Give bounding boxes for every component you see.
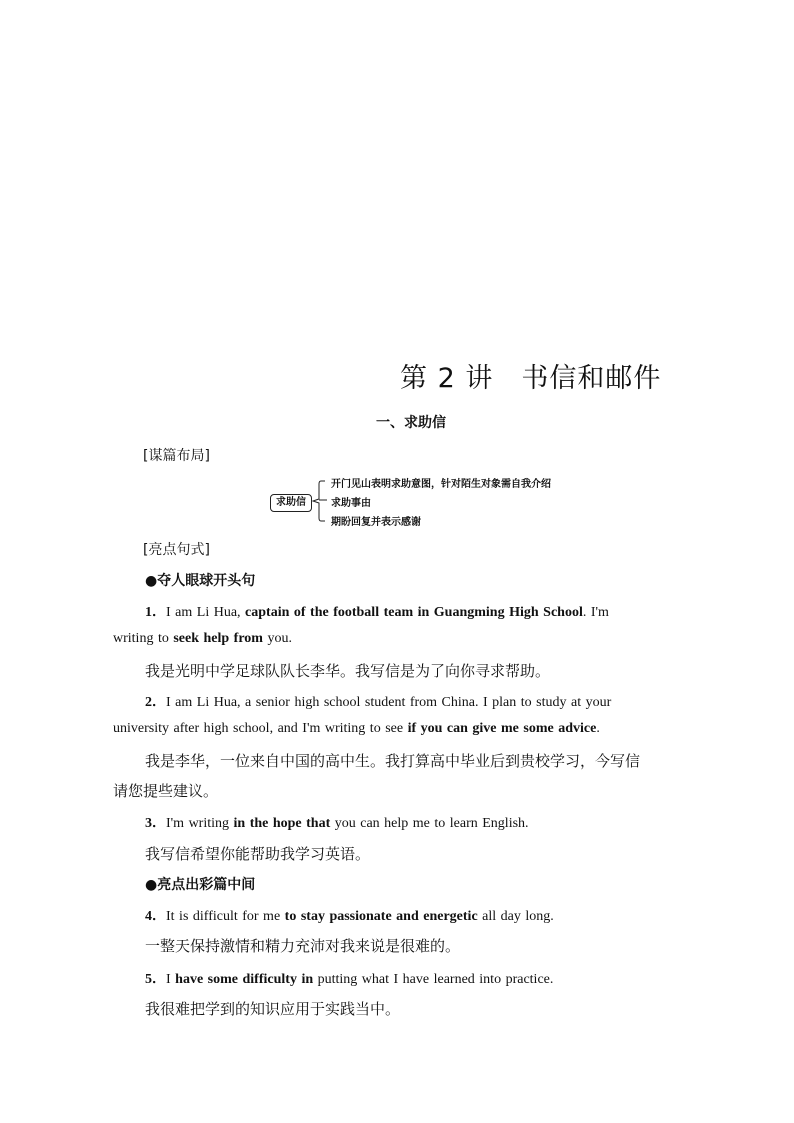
translation-3: 我写信希望你能帮助我学习英语。 (145, 845, 371, 863)
key-phrase: have some difficulty in (175, 972, 314, 987)
translation-2: 我是李华，一位来自中国的高中生。我打算高中毕业后到贵校学习，今写信 (145, 752, 641, 770)
translation-5: 我很难把学到的知识应用于实践当中。 (145, 1000, 401, 1018)
outline-item: 期盼回复并表示感谢 (331, 517, 421, 528)
key-phrase: seek help from (173, 631, 263, 646)
sentence-number: 3． (145, 816, 166, 831)
sentence-text: It is difficult for me (166, 909, 285, 924)
key-phrase: to stay passionate and energetic (284, 909, 478, 924)
middle-heading: ●亮点出彩篇中间 (145, 877, 256, 893)
sentence-text: I (166, 972, 176, 987)
key-phrase: if you can give me some advice (407, 721, 597, 736)
sentence-3 (145, 812, 529, 832)
outline-item: 开门见山表明求助意图，针对陌生对象需自我介绍 (331, 479, 551, 490)
sentence-number: 1． (145, 605, 166, 620)
key-phrase: in the hope that (233, 816, 331, 831)
outline-item: 求助事由 (331, 498, 371, 509)
sentence-text: I'm writing (166, 816, 234, 831)
sentence-text: I am Li Hua, a senior high school student from China. I plan to study at your (166, 695, 612, 710)
sentence-5 (145, 968, 553, 988)
sentence-text: I am Li Hua, (166, 605, 246, 620)
sentence-text: . I'm (582, 605, 609, 620)
opening-heading: ●夺人眼球开头句 (145, 573, 256, 589)
sentence-2-cont (113, 721, 600, 737)
sentence-text: all day long. (477, 909, 554, 924)
highlights-label: [亮点句式] (143, 542, 210, 558)
sentence-1 (145, 601, 609, 621)
sentence-text: writing to (113, 631, 174, 646)
sentence-text: . (596, 721, 600, 736)
sentence-text: putting what I have learned into practice. (313, 972, 554, 987)
section-title: 一、求助信 (376, 415, 446, 431)
translation-1: 我是光明中学足球队队长李华。我写信是为了向你寻求帮助。 (145, 662, 551, 680)
sentence-text: you. (262, 631, 292, 646)
sentence-1-cont (113, 631, 292, 647)
sentence-number: 5． (145, 972, 166, 987)
translation-2-cont: 请您提些建议。 (113, 782, 219, 800)
sentence-text: you can help me to learn English. (330, 816, 529, 831)
sentence-number: 4． (145, 909, 166, 924)
translation-4: 一整天保持激情和精力充沛对我来说是很难的。 (145, 937, 461, 955)
outline-root: 求助信 (270, 494, 312, 512)
sentence-2 (145, 691, 611, 711)
sentence-4 (145, 905, 554, 925)
sentence-text: university after high school, and I'm writing to see (113, 721, 408, 736)
page-title: 第 2 讲 书信和邮件 (400, 363, 662, 394)
sentence-number: 2． (145, 695, 166, 710)
layout-label: [谋篇布局] (143, 448, 210, 464)
key-phrase: captain of the football team in Guangming High School (245, 605, 583, 620)
